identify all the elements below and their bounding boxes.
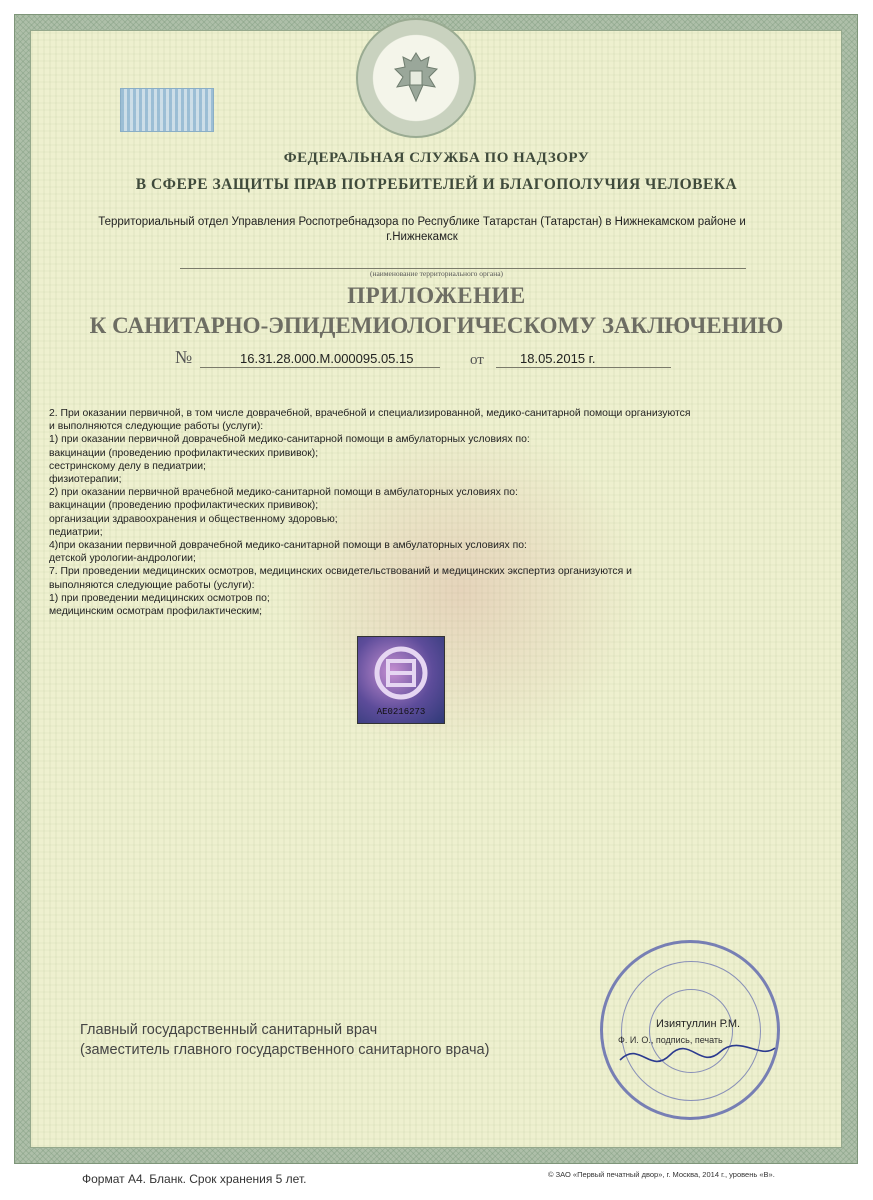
body-line: детской урологии-андрологии; xyxy=(49,553,196,565)
body-line: сестринскому делу в педиатрии; xyxy=(49,460,206,472)
body-line: вакцинации (проведению профилактических прививок); xyxy=(49,447,319,459)
agency-title-line1: ФЕДЕРАЛЬНАЯ СЛУЖБА ПО НАДЗОРУ xyxy=(283,150,590,166)
body-line: выполняются следующие работы (услуги): xyxy=(49,579,255,591)
date-label: от xyxy=(470,352,484,368)
signatory-title-alt: (заместитель главного государственного санитарного врача) xyxy=(80,1042,490,1058)
body-line: педиатрии; xyxy=(49,526,103,538)
number-underline xyxy=(200,367,440,368)
body-line: 2) при оказании первичной врачебной медико-санитарной помощи в амбулаторных условиях по: xyxy=(49,487,518,499)
body-line: 7. При проведении медицинских осмотров, медицинских освидетельствований и медицинских экспертиз организуются и xyxy=(49,566,632,578)
services-list xyxy=(49,407,769,618)
agency-title-line2: В СФЕРЕ ЗАЩИТЫ ПРАВ ПОТРЕБИТЕЛЕЙ И БЛАГОПОЛУЧИЯ ЧЕЛОВЕКА xyxy=(135,176,738,193)
signatory-title: Главный государственный санитарный врач xyxy=(80,1022,378,1038)
document-subtitle: К САНИТАРНО-ЭПИДЕМИОЛОГИЧЕСКОМУ ЗАКЛЮЧЕНИЮ xyxy=(89,313,784,338)
signatory-name: Изиятуллин Р.М. xyxy=(656,1018,741,1030)
territorial-body: Территориальный отдел Управления Роспотребнадзора по Республике Татарстан (Татарстан) в Нижнекамском районе и г.Нижнекамск xyxy=(98,216,746,243)
body-line: физиотерапии; xyxy=(49,474,122,486)
territorial-caption: (наименование территориального органа) xyxy=(369,269,504,278)
hologram-logo-icon xyxy=(368,643,434,703)
body-line: медицинским осмотрам профилактическим; xyxy=(49,606,263,618)
document-number: 16.31.28.000.М.000095.05.15 xyxy=(240,351,414,366)
printer-credit: © ЗАО «Первый печатный двор», г. Москва, 2014 г., уровень «В». xyxy=(548,1170,775,1179)
body-line: 2. При оказании первичной, в том числе доврачебной, врачебной и специализированной, медико-санитарной помощи организуются xyxy=(49,408,691,419)
body-line: организации здравоохранения и общественному здоровью; xyxy=(49,513,338,525)
body-line: и выполняются следующие работы (услуги): xyxy=(49,421,264,433)
hologram-sticker xyxy=(357,636,445,724)
body-line: 1) при проведении медицинских осмотров по; xyxy=(49,592,270,604)
date-underline xyxy=(496,367,671,368)
document-title: ПРИЛОЖЕНИЕ xyxy=(347,283,526,308)
body-line: 1) при оказании первичной доврачебной медико-санитарной помощи в амбулаторных условиях по: xyxy=(49,434,530,446)
security-mark xyxy=(120,88,214,132)
form-format-note: Формат А4. Бланк. Срок хранения 5 лет. xyxy=(82,1172,307,1186)
body-line: 4)при оказании первичной доврачебной медико-санитарной помощи в амбулаторных условиях по: xyxy=(49,540,527,552)
signature-caption: Ф. И. О., подпись, печать xyxy=(618,1035,723,1045)
document-date: 18.05.2015 г. xyxy=(520,351,596,366)
hologram-code: АЕ0216273 xyxy=(376,707,426,717)
number-label: № xyxy=(175,347,193,367)
body-line: вакцинации (проведению профилактических прививок); xyxy=(49,500,319,512)
state-emblem-icon xyxy=(356,18,476,138)
